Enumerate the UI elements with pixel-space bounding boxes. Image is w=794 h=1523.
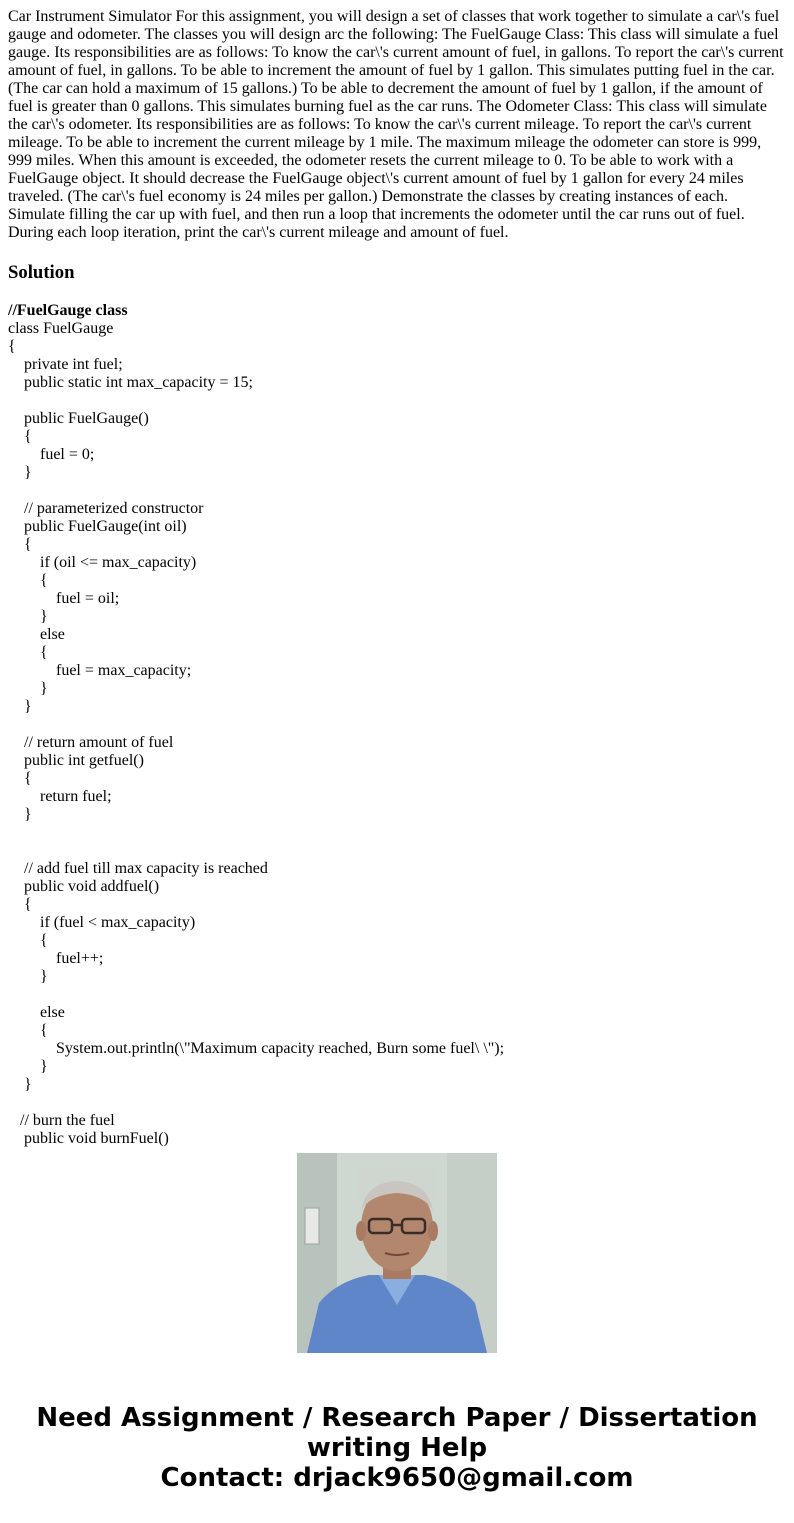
code-line: } [8,464,32,481]
footer-line-2: writing Help [306,1433,488,1463]
code-line: } [8,698,32,715]
code-line: } [8,968,48,985]
code-line: public void burnFuel() [8,1130,169,1147]
code-line [8,986,786,1004]
code-line: { [8,644,48,661]
code-line: // parameterized constructor [8,500,204,517]
code-line: } [8,806,32,823]
code-line: } [8,608,48,625]
code-line: // add fuel till max capacity is reached [8,860,268,877]
footer-contact: Contact: drjack9650@gmail.com [160,1463,634,1493]
code-line: { [8,1022,48,1039]
code-line: public void addfuel() [8,878,160,895]
code-line [8,392,786,410]
code-line: class FuelGauge [8,320,114,337]
code-line: private int fuel; [8,356,123,373]
code-line: public FuelGauge(int oil) [8,518,187,535]
code-comment-header: //FuelGauge class [8,302,128,319]
code-line: } [8,1058,48,1075]
footer-line-1: Need Assignment / Research Paper / Dissertation [36,1403,758,1433]
code-line: { [8,932,48,949]
code-line [8,1094,786,1112]
footer-banner [0,1403,794,1493]
code-line: else [8,626,65,643]
code-line: { [8,770,32,787]
code-line: // burn the fuel [8,1112,115,1129]
code-line: fuel = 0; [8,446,95,463]
code-line: public static int max_capacity = 15; [8,374,253,391]
code-line: public int getfuel() [8,752,144,769]
code-line [8,482,786,500]
code-line: { [8,428,32,445]
code-line: else [8,1004,65,1021]
code-block [8,320,786,1148]
code-line: { [8,896,32,913]
document-content [8,8,786,1147]
code-line: { [8,338,16,355]
code-line [8,842,786,860]
code-line: fuel = oil; [8,590,120,607]
code-line: if (fuel < max_capacity) [8,914,196,931]
code-line: fuel = max_capacity; [8,662,192,679]
code-line: fuel++; [8,950,104,967]
author-photo [297,1153,497,1353]
solution-heading: Solution [8,262,75,283]
code-line: return fuel; [8,788,112,805]
code-line: { [8,536,32,553]
code-line: public FuelGauge() [8,410,149,427]
code-line: if (oil <= max_capacity) [8,554,197,571]
code-line: } [8,680,48,697]
code-line [8,716,786,734]
code-line [8,824,786,842]
code-line: } [8,1076,32,1093]
code-line: System.out.println(\"Maximum capacity reached, Burn some fuel\ \"); [8,1040,505,1057]
question-text: Car Instrument Simulator For this assignment, you will design a set of classes that work together to simulate a car\'s fuel gauge and odometer. The classes you will design arc the following: The FuelGauge Class: This class will simulate a fuel gauge. Its responsibilities are as follows: To know the car\'s current amount of fuel, in gallons. To report the car\'s current amount of fuel, in gallons. To be able to increment the amount of fuel by 1 gallon. This simulates putting fuel in the car. (The car can hold a maximum of 15 gallons.) To be able to decrement the amount of fuel by 1 gallon, if the amount of fuel is greater than 0 gallons. This simulates burning fuel as the car runs. The Odometer Class: This class will simulate the car\'s odometer. Its responsibilities are as follows: To know the car\'s current mileage. To report the car\'s current mileage. To be able to increment the current mileage by 1 mile. The maximum mileage the odometer can store is 999, 999 miles. When this amount is exceeded, the odometer resets the current mileage to 0. To be able to work with a FuelGauge object. It should decrease the FuelGauge object\'s current amount of fuel by 1 gallon for every 24 miles traveled. (The car\'s fuel economy is 24 miles per gallon.) Demonstrate the classes by creating instances of each. Simulate filling the car up with fuel, and then run a loop that increments the odometer until the car runs out of fuel. During each loop iteration, print the car\'s current mileage and amount of fuel. [8,8,784,241]
portrait-image [297,1153,497,1353]
code-line: { [8,572,48,589]
code-line: // return amount of fuel [8,734,174,751]
